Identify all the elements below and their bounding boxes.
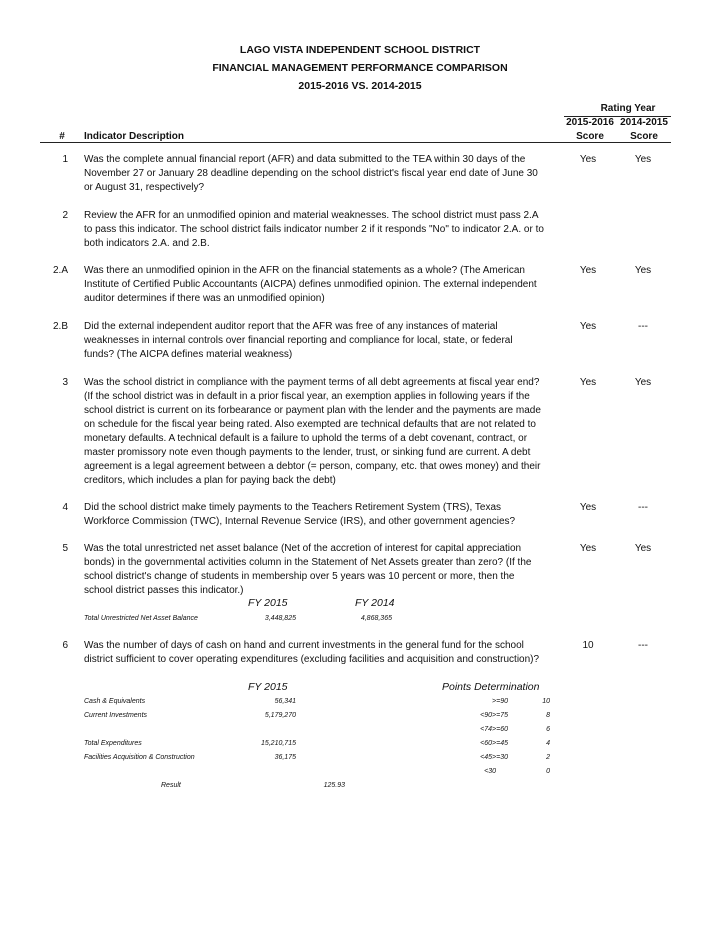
indicator-number: 4 — [62, 502, 68, 513]
report-title-line2: FINANCIAL MANAGEMENT PERFORMANCE COMPARISON — [212, 62, 508, 74]
indicator-description: Did the school district make timely payments to the Teachers Retirement System (TRS), Texas Workforce Commission (TWC), Internal Revenue Service (IRS), and other government agencies? — [84, 502, 516, 527]
report-title-line1: LAGO VISTA INDEPENDENT SCHOOL DISTRICT — [239, 44, 481, 56]
points-value: 2 — [546, 754, 550, 761]
indicator-score-current: Yes — [579, 502, 597, 513]
points-range: <74>=60 — [480, 726, 508, 733]
indicator-number: 1 — [62, 154, 68, 165]
points-range: >=90 — [492, 698, 508, 705]
ind5-fy-prior: FY 2014 — [355, 597, 395, 609]
indicator-number: 2.B — [52, 321, 68, 332]
score2-header: Score — [630, 131, 658, 142]
current-investments-label: Current Investments — [84, 712, 148, 719]
rating-year-header: Rating Year — [600, 103, 656, 114]
points-range: <30 — [484, 768, 496, 775]
indicator-description: Was the total unrestricted net asset balance (Net of the accretion of interest for capital appreciation bonds) in the governmental activities column in the Statement of Net Assets greater than zero? (If the school district's change of students in membership over 5 years was 10 percent or more, then the school district passes this indicator.) — [84, 543, 532, 596]
indicator-score-current: Yes — [579, 265, 597, 276]
points-range: <60>=45 — [480, 740, 508, 747]
points-range: <90>=75 — [480, 712, 508, 719]
result-value: 125.93 — [323, 782, 345, 789]
year1-header: 2015-2016 — [566, 117, 614, 128]
header-rule — [40, 142, 671, 143]
indicator-number: 3 — [62, 377, 68, 388]
ind5-balance-current: 3,448,825 — [264, 615, 296, 622]
indicator-description: Review the AFR for an unmodified opinion and material weaknesses. The school district must pass 2.A to pass this indicator. The school district fails indicator number 2 if it responds "No" to indicator 2.A. or to both indicators 2.A. and 2.B. — [84, 210, 544, 249]
report-title-line3: 2015-2016 VS. 2014-2015 — [298, 80, 422, 92]
description-header: Indicator Description — [84, 131, 185, 142]
points-value: 6 — [546, 726, 550, 733]
indicator-number: 5 — [62, 543, 68, 554]
indicator-number: 2.A — [52, 265, 68, 276]
points-value: 4 — [546, 740, 550, 747]
indicator-score-prior: Yes — [634, 154, 652, 165]
indicator-score-current: Yes — [579, 154, 597, 165]
points-range: <45>=30 — [480, 754, 508, 761]
cash-equivalents-value: 56,341 — [274, 698, 296, 705]
points-value: 0 — [546, 768, 550, 775]
ind5-balance-prior: 4,868,365 — [360, 615, 392, 622]
ind5-fy-current: FY 2015 — [248, 597, 288, 609]
indicator-description: Was the number of days of cash on hand and current investments in the general fund for the school district sufficient to cover operating expenditures (excluding facilities and acquisition and construction)? — [84, 640, 540, 665]
indicator-description: Was there an unmodified opinion in the AFR on the financial statements as a whole? (The American Institute of Certified Public Accountants (AICPA) defines unmodified opinion. The external independent auditor determines if there was an unmodified opinion) — [84, 265, 537, 304]
points-value: 10 — [542, 698, 550, 705]
indicator-score-current: Yes — [579, 377, 597, 388]
number-header: # — [59, 131, 65, 142]
indicator-score-prior: Yes — [634, 543, 652, 554]
indicator-score-current: Yes — [579, 321, 597, 332]
score1-header: Score — [576, 131, 604, 142]
indicator-number: 6 — [62, 640, 68, 651]
total-expenditures-label: Total Expenditures — [84, 740, 142, 747]
ind5-balance-label: Total Unrestricted Net Asset Balance — [84, 615, 198, 622]
facilities-acquisition-value: 36,175 — [274, 754, 296, 761]
indicator-score-prior: --- — [638, 321, 648, 332]
indicator-score-current: Yes — [579, 543, 597, 554]
indicator-description: Was the school district in compliance with the payment terms of all debt agreements at fiscal year end? (If the school district was in default in a prior fiscal year, an exemption applies in following years if the school district is current on its forbearance or payment plan with the lender and the payments are made on schedule for the fiscal year being rated. Also exempted are technical defaults that are not related to monetary defaults. A technical default is a failure to uphold the terms of a debt covenant, contract, or master promissory note even though payments to the lender, trust, or sinking fund are current. A debt agreement is a legal agreement between a debtor (= person, company, etc. that owes money) and their creditors, which includes a plan for paying back the debt) — [84, 377, 541, 486]
points-value: 8 — [546, 712, 550, 719]
points-determination-title: Points Determination — [442, 681, 540, 693]
ind6-fy: FY 2015 — [248, 681, 288, 693]
indicator-score-prior: Yes — [634, 265, 652, 276]
current-investments-value: 5,179,270 — [264, 712, 296, 719]
indicator-score-prior: --- — [638, 502, 648, 513]
indicator-score-current: 10 — [582, 640, 594, 651]
indicator-description: Was the complete annual financial report (AFR) and data submitted to the TEA within 30 days of the November 27 or January 28 deadline depending on the school district's fiscal year end date of June 30 or August 31, respectively? — [84, 154, 538, 193]
indicator-description: Did the external independent auditor report that the AFR was free of any instances of material weaknesses in internal controls over financial reporting and compliance for local, state, or federal funds? (The AICPA defines material weakness) — [84, 321, 513, 360]
indicator-score-prior: Yes — [634, 377, 652, 388]
indicator-number: 2 — [62, 210, 68, 221]
facilities-acquisition-label: Facilities Acquisition & Construction — [84, 754, 195, 761]
cash-equivalents-label: Cash & Equivalents — [84, 698, 146, 705]
result-label: Result — [161, 782, 181, 789]
total-expenditures-value: 15,210,715 — [260, 740, 296, 747]
indicator-score-prior: --- — [638, 640, 648, 651]
year2-header: 2014-2015 — [620, 117, 668, 128]
